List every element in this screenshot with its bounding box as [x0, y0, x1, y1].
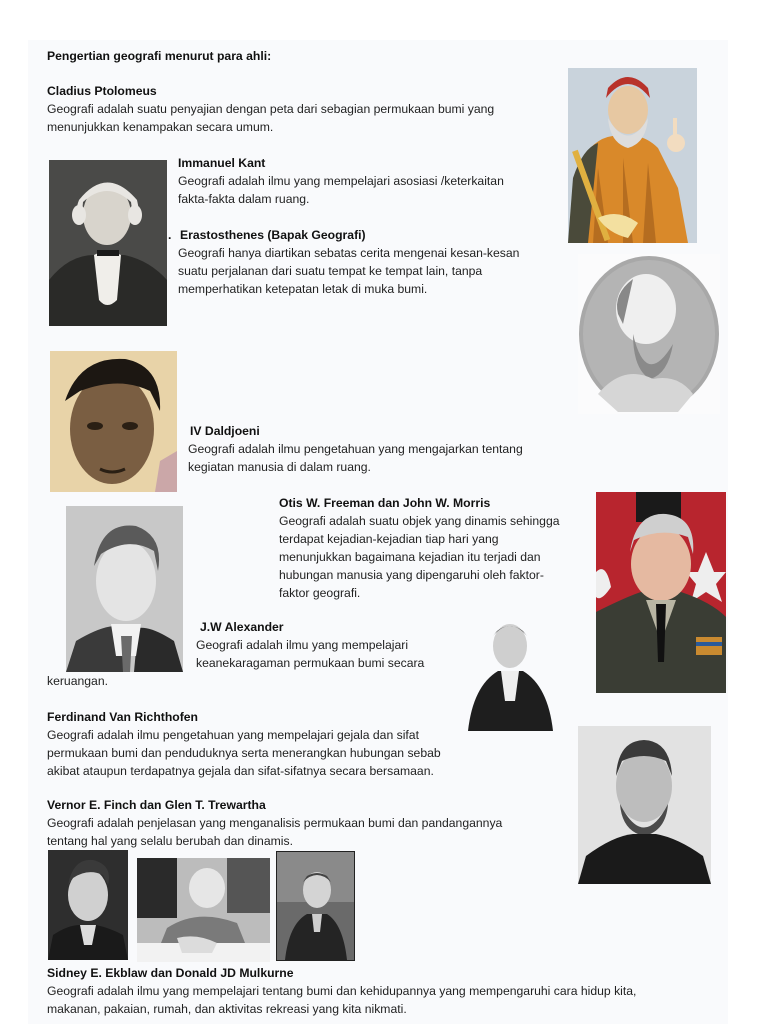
- portrait-kant: [49, 160, 167, 326]
- entry-text: memperhatikan ketepatan letak di muka bumi.: [178, 282, 428, 296]
- portrait-eratosthenes: [578, 254, 720, 414]
- entry-text: hubungan manusia yang dipengaruhi oleh faktor-: [279, 568, 544, 582]
- entry-text: Geografi hanya diartikan sebatas cerita mengenai kesan-kesan: [178, 246, 520, 260]
- entry-prefix: .: [168, 228, 172, 242]
- entry-name-ptolomeus: Cladius Ptolomeus: [47, 84, 157, 98]
- entry-text: Geografi adalah suatu penyajian dengan peta dari sebagian permukaan bumi yang: [47, 102, 495, 116]
- entry-text: fakta-fakta dalam ruang.: [178, 192, 310, 206]
- portrait-richthofen: [578, 726, 711, 884]
- entry-text: menunjukkan kenampakan secara umum.: [47, 120, 274, 134]
- entry-text: Geografi adalah suatu objek yang dinamis sehingga: [279, 514, 560, 528]
- entry-text: keanekaragaman permukaan bumi secara: [196, 656, 425, 670]
- entry-text: tentang hal yang selalu berubah dan dinamis.: [47, 834, 293, 848]
- document-title: Pengertian geografi menurut para ahli:: [47, 49, 272, 63]
- photo-trewartha: [137, 858, 270, 962]
- portrait-finch: [48, 850, 128, 960]
- entry-text: akibat ataupun terdapatnya gejala dan sifat-sifatnya secara bersamaan.: [47, 764, 434, 778]
- entry-name-freeman-morris: Otis W. Freeman dan John W. Morris: [279, 496, 491, 510]
- entry-name-finch-trewartha: Vernor E. Finch dan Glen T. Trewartha: [47, 798, 266, 812]
- entry-text: terdapat kejadian-kejadian tiap hari yang: [279, 532, 499, 546]
- portrait-morris: [596, 492, 726, 693]
- portrait-alexander: [463, 616, 557, 734]
- portrait-ptolemy: [568, 68, 697, 243]
- entry-name-erastosthenes: Erastosthenes (Bapak Geografi): [180, 228, 366, 242]
- portrait-freeman: [66, 506, 183, 672]
- entry-text: Geografi adalah penjelasan yang menganalisis permukaan bumi dan pandangannya: [47, 816, 503, 830]
- entry-name-alexander: J.W Alexander: [200, 620, 284, 634]
- entry-name-daldjoeni: IV Daldjoeni: [190, 424, 260, 438]
- portrait-daldjoeni: [50, 351, 177, 492]
- entry-name-richthofen: Ferdinand Van Richthofen: [47, 710, 198, 724]
- portrait-ekblaw: [276, 851, 355, 961]
- entry-name-kant: Immanuel Kant: [178, 156, 266, 170]
- entry-text: Geografi adalah ilmu yang mempelajari tentang bumi dan kehidupannya yang mempengaruhi cara hidup kita,: [47, 984, 637, 998]
- entry-text: Geografi adalah ilmu yang mempelajari: [196, 638, 409, 652]
- entry-text: Geografi adalah ilmu pengetahuan yang mengajarkan tentang: [188, 442, 523, 456]
- entry-text: faktor geografi.: [279, 586, 361, 600]
- entry-text: makanan, pakaian, rumah, dan aktivitas rekreasi yang kita nikmati.: [47, 1002, 407, 1016]
- entry-text: keruangan.: [47, 674, 108, 688]
- entry-text: Geografi adalah ilmu pengetahuan yang mempelajari gejala dan sifat: [47, 728, 419, 742]
- entry-text: permukaan bumi dan penduduknya serta menerangkan hubungan sebab: [47, 746, 441, 760]
- entry-name-ekblaw-mulkurne: Sidney E. Ekblaw dan Donald JD Mulkurne: [47, 966, 294, 980]
- entry-text: kegiatan manusia di dalam ruang.: [188, 460, 371, 474]
- entry-text: suatu perjalanan dari suatu tempat ke tempat lain, tanpa: [178, 264, 483, 278]
- entry-text: menunjukkan bagaimana kejadian itu terjadi dan: [279, 550, 541, 564]
- entry-text: Geografi adalah ilmu yang mempelajari asosiasi /keterkaitan: [178, 174, 504, 188]
